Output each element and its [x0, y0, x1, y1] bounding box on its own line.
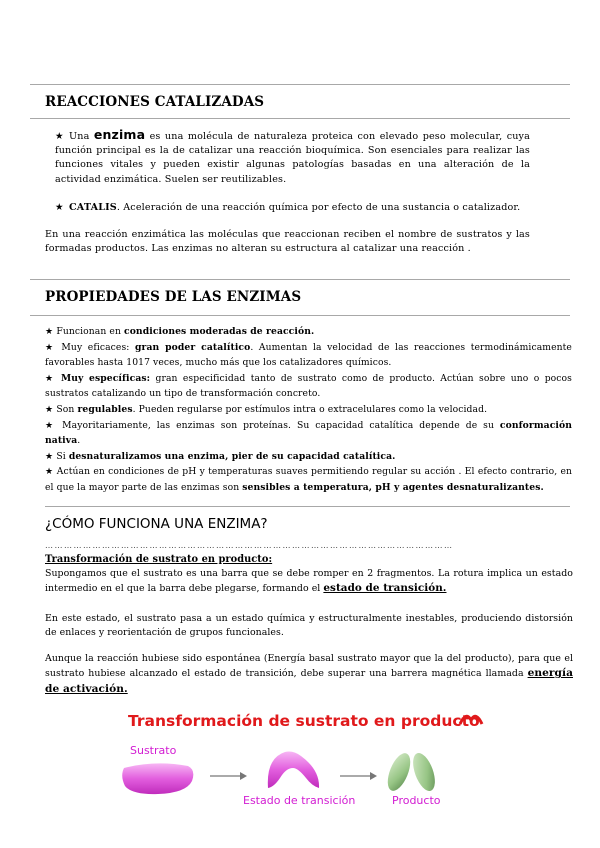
- section-heading-reacciones: REACCIONES CATALIZADAS: [45, 94, 265, 110]
- list-item: ★ Mayoritariamente, las enzimas son proteínas. Su capacidad catalítica depende de su conformación nativa.: [45, 419, 572, 447]
- star-icon: ★: [45, 372, 61, 384]
- list-item: ★ Muy específicas: gran especificidad tanto de sustrato como de producto. Actúan sobre uno o pocos sustratos catalizando un tipo de transformación concreto.: [45, 372, 573, 400]
- list-item: ★ Si desnaturalizamos una enzima, pier de su capacidad catalítica.: [45, 450, 396, 462]
- paragraph-estado-transicion: Supongamos que el sustrato es una barra que se debe romper en 2 fragmentos. La rotura implica un estado intermedio en el que la barra debe plegarse, formando el estado de transición.: [45, 568, 573, 595]
- bullet-catalis: ★ CATALIS. Aceleración de una reacción química por efecto de una sustancia o catalizador.: [55, 201, 530, 215]
- substrate-shape: [122, 763, 193, 794]
- diagram-title: Transformación de sustrato en producto: [128, 712, 480, 730]
- label-sustrato: Sustrato: [130, 744, 177, 757]
- label-producto: Producto: [392, 794, 441, 807]
- list-item: ★ Funcionan en condiciones moderadas de reacción.: [45, 326, 315, 337]
- section-heading-propiedades: PROPIEDADES DE LAS ENZIMAS: [45, 289, 302, 305]
- star-icon: ★: [55, 131, 64, 142]
- term-catalis: CATALIS: [69, 202, 117, 213]
- star-icon: ★: [45, 419, 63, 431]
- divider: [30, 315, 570, 316]
- list-item: ★ Son regulables. Pueden regularse por estímulos intra o extracelulares como la velocidad.: [45, 403, 488, 415]
- term-enzima: enzima: [93, 127, 146, 142]
- product-fragment: [409, 750, 440, 794]
- list-item: ★ Muy eficaces: gran poder catalítico. Aumentan la velocidad de las reacciones termodinámicamente favorables hasta 1017 veces, mucho más que los catalizadores químicos.: [45, 341, 572, 369]
- paragraph-sustratos: En una reacción enzimática las moléculas que reaccionan reciben el nombre de sustratos y las formadas productos. Las enzimas no alteran su estructura al catalizar una reacción .: [45, 229, 530, 255]
- arrow-head-icon: [240, 772, 247, 780]
- label-estado-transicion: Estado de transición: [243, 794, 356, 807]
- paragraph-energia-activacion: Aunque la reacción hubiese sido espontánea (Energía basal sustrato mayor que la del producto), para que el sustrato hubiese alcanzado el estado de transición, debe superar una barrera magnética llamada energía de activación.: [45, 653, 573, 695]
- chevron-decoration-icon: [458, 713, 484, 727]
- transition-shape: [268, 752, 319, 789]
- product-fragment: [383, 750, 415, 794]
- divider: [45, 506, 570, 507]
- star-icon: ★: [55, 202, 64, 213]
- divider-top: [30, 84, 570, 85]
- divider: [30, 279, 570, 280]
- star-icon: ★: [45, 403, 57, 415]
- star-icon: ★: [45, 466, 57, 478]
- arrow-head-icon: [370, 772, 377, 780]
- dotted-line: …………………………………………………………………………………………………………………: [45, 541, 454, 550]
- bullet-enzima: ★ Una enzima es una molécula de naturaleza proteica con elevado peso molecular, cuya función principal es la de catalizar una reacción bioquímica. Son esenciales para realizar las funciones vitales y pueden existir algunas patologías basadas en una alteración de la actividad enzimática. Suelen ser reutilizables.: [55, 127, 530, 185]
- star-icon: ★: [45, 326, 57, 337]
- divider: [30, 118, 570, 119]
- section-heading-como-funciona: ¿CÓMO FUNCIONA UNA ENZIMA?: [45, 516, 268, 532]
- paragraph-inestables: En este estado, el sustrato pasa a un estado química y estructuralmente inestables, produciendo distorsión de enlaces y reorientación de grupos funcionales.: [45, 613, 573, 639]
- star-icon: ★: [45, 450, 57, 462]
- properties-list: [45, 324, 572, 496]
- star-icon: ★: [45, 341, 62, 353]
- subheading-transformacion: Transformación de sustrato en producto:: [45, 554, 273, 565]
- list-item: ★ Actúan en condiciones de pH y temperaturas suaves permitiendo regular su acción . El efecto contrario, en el que la mayor parte de las enzimas son sensibles a temperatura, pH y agentes desnaturalizantes.: [45, 466, 572, 493]
